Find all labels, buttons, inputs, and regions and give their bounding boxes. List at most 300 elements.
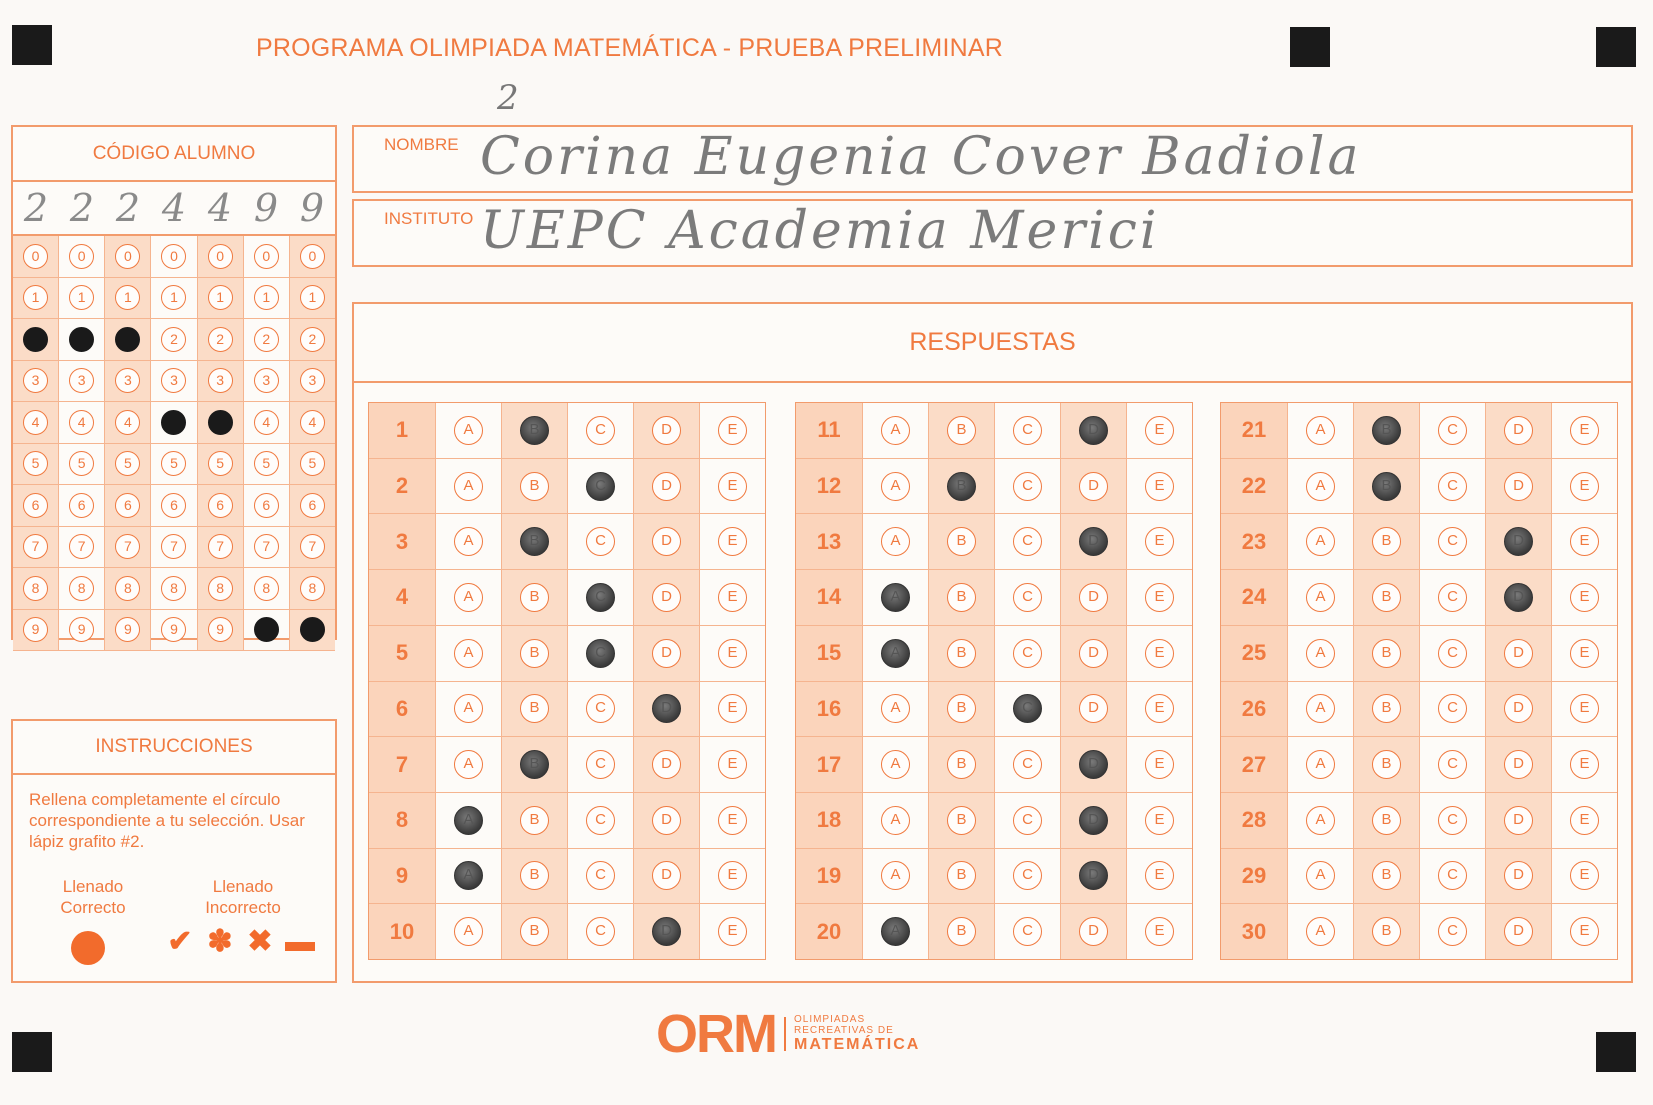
answer-option-cell [634,682,700,737]
code-bubble[interactable]: 7 [254,534,279,559]
code-bubble[interactable] [23,327,48,352]
answer-option-cell [568,570,634,625]
code-bubble[interactable]: 2 [161,327,186,352]
answer-bubble-d[interactable]: D [1504,472,1533,501]
answer-bubble-d[interactable]: D [1504,694,1533,723]
code-bubble[interactable]: 4 [300,410,325,435]
answer-option-cell [568,849,634,904]
code-cell [198,568,243,610]
answer-bubble-c[interactable]: C [1438,472,1467,501]
answer-bubble-d[interactable]: D [652,583,681,612]
logo-mark: ORM [656,1004,776,1064]
code-bubble[interactable]: 5 [254,451,279,476]
answer-bubble-a[interactable]: A [454,472,483,501]
answer-bubble-b[interactable]: B [1372,917,1401,946]
answer-bubble-e[interactable]: E [1145,527,1174,556]
answer-bubble-b[interactable]: B [520,750,549,779]
answer-option-cell [995,793,1061,848]
answer-bubble-a[interactable]: A [454,527,483,556]
code-cell [151,361,196,403]
answer-bubble-e[interactable]: E [1570,750,1599,779]
code-cell [59,610,104,652]
answer-bubble-c[interactable]: C [1013,583,1042,612]
answer-bubble-e[interactable]: E [1570,917,1599,946]
code-bubble[interactable] [161,410,186,435]
code-bubble[interactable]: 6 [254,493,279,518]
answer-bubble-e[interactable]: E [718,527,747,556]
answer-bubble-a[interactable]: A [1306,472,1335,501]
answer-option-cell [1288,793,1354,848]
answer-bubble-d[interactable]: D [652,750,681,779]
answer-bubble-c[interactable]: C [1438,416,1467,445]
answer-option-cell [1420,737,1486,792]
answer-bubble-d[interactable]: D [1079,472,1108,501]
scribble-fill-icon: ▬ [285,925,315,958]
answer-bubble-b[interactable]: B [1372,861,1401,890]
answer-option-cell [1354,459,1420,514]
question-row [369,459,765,515]
answer-bubble-a[interactable]: A [1306,917,1335,946]
question-number: 30 [1221,904,1288,959]
logo-line3: MATEMÁTICA [793,1036,921,1053]
answer-bubble-b[interactable]: B [520,861,549,890]
name-field[interactable] [352,125,1633,193]
answer-bubble-c[interactable]: C [1013,694,1042,723]
question-number: 16 [796,682,863,737]
code-bubble[interactable]: 2 [254,327,279,352]
answer-option-cell [863,570,929,625]
answer-bubble-d[interactable]: D [1079,639,1108,668]
answer-bubble-b[interactable]: B [1372,583,1401,612]
answer-option-cell [1061,793,1127,848]
answer-bubble-e[interactable]: E [718,472,747,501]
code-bubble[interactable]: 8 [23,576,48,601]
answer-bubble-d[interactable]: D [652,416,681,445]
answer-bubble-c[interactable]: C [1438,694,1467,723]
answer-bubble-e[interactable]: E [718,694,747,723]
code-bubble[interactable]: 5 [69,451,94,476]
answer-bubble-b[interactable]: B [1372,750,1401,779]
answer-bubble-c[interactable]: C [1013,472,1042,501]
code-bubble[interactable]: 9 [69,617,94,642]
answer-bubble-a[interactable]: A [1306,750,1335,779]
answer-option-cell [1486,904,1552,959]
question-number: 2 [369,459,436,514]
answer-option-cell [863,459,929,514]
answer-option-cell [1486,459,1552,514]
code-bubble[interactable]: 4 [23,410,48,435]
answer-bubble-d[interactable]: D [1504,806,1533,835]
answer-bubble-e[interactable]: E [718,583,747,612]
answer-bubble-b[interactable]: B [947,861,976,890]
answer-bubble-b[interactable]: B [520,416,549,445]
answer-bubble-b[interactable]: B [947,472,976,501]
answer-bubble-c[interactable]: C [1438,750,1467,779]
answer-bubble-d[interactable]: D [1079,416,1108,445]
answer-bubble-c[interactable]: C [1013,917,1042,946]
code-bubble[interactable]: 1 [300,285,325,310]
code-bubble[interactable] [69,327,94,352]
answer-bubble-d[interactable]: D [1504,639,1533,668]
code-bubble[interactable]: 7 [300,534,325,559]
code-bubble[interactable]: 7 [115,534,140,559]
answer-bubble-a[interactable]: A [1306,527,1335,556]
answer-bubble-b[interactable]: B [947,527,976,556]
answer-bubble-c[interactable]: C [586,639,615,668]
question-row [369,570,765,626]
answer-bubble-d[interactable]: D [1079,694,1108,723]
answer-bubble-c[interactable]: C [586,527,615,556]
answer-bubble-c[interactable]: C [586,694,615,723]
answer-bubble-e[interactable]: E [1570,806,1599,835]
code-cell [244,527,289,569]
answer-bubble-b[interactable]: B [520,639,549,668]
answer-option-cell [700,570,765,625]
answers-heading: RESPUESTAS [354,304,1631,383]
answer-bubble-d[interactable]: D [1504,917,1533,946]
answer-bubble-b[interactable]: B [520,527,549,556]
code-bubble[interactable]: 6 [161,493,186,518]
answer-bubble-b[interactable]: B [947,694,976,723]
code-bubble[interactable]: 0 [300,244,325,269]
answer-bubble-c[interactable]: C [586,917,615,946]
answer-bubble-b[interactable]: B [947,639,976,668]
answer-bubble-a[interactable]: A [881,861,910,890]
code-cell [13,236,58,278]
answer-option-cell [436,459,502,514]
question-row [796,904,1192,959]
answer-bubble-a[interactable]: A [881,694,910,723]
code-bubble[interactable]: 6 [23,493,48,518]
code-bubble[interactable]: 6 [300,493,325,518]
code-bubble[interactable]: 9 [115,617,140,642]
code-bubble[interactable]: 5 [115,451,140,476]
answer-bubble-d[interactable]: D [1079,583,1108,612]
answer-bubble-c[interactable]: C [586,472,615,501]
answer-bubble-b[interactable]: B [520,472,549,501]
question-row [369,682,765,738]
answer-bubble-e[interactable]: E [1570,861,1599,890]
code-bubble[interactable]: 7 [23,534,48,559]
answer-bubble-e[interactable]: E [1570,472,1599,501]
answer-bubble-e[interactable]: E [718,806,747,835]
answer-option-cell [568,793,634,848]
code-bubble[interactable]: 3 [23,368,48,393]
answer-bubble-b[interactable]: B [947,806,976,835]
question-row [796,570,1192,626]
question-row [1221,514,1617,570]
answer-bubble-b[interactable]: B [947,917,976,946]
code-bubble[interactable]: 8 [69,576,94,601]
answer-bubble-a[interactable]: A [1306,583,1335,612]
answer-bubble-c[interactable]: C [1438,583,1467,612]
answer-bubble-a[interactable]: A [881,583,910,612]
code-cell [13,485,58,527]
answer-bubble-a[interactable]: A [881,750,910,779]
code-cell [13,402,58,444]
code-bubble[interactable]: 1 [161,285,186,310]
answer-bubble-a[interactable]: A [1306,806,1335,835]
code-bubble[interactable]: 8 [161,576,186,601]
code-bubble[interactable]: 3 [161,368,186,393]
answer-bubble-b[interactable]: B [1372,639,1401,668]
code-cell [290,236,335,278]
answer-bubble-a[interactable]: A [454,639,483,668]
answer-bubble-d[interactable]: D [652,917,681,946]
code-bubble[interactable]: 0 [69,244,94,269]
answer-bubble-a[interactable]: A [881,416,910,445]
code-cell [59,568,104,610]
code-bubble[interactable]: 8 [300,576,325,601]
answer-bubble-e[interactable]: E [1145,806,1174,835]
answer-bubble-d[interactable]: D [652,694,681,723]
answer-bubble-e[interactable]: E [1570,416,1599,445]
student-code-bubble-grid [13,236,335,651]
code-bubble[interactable]: 9 [23,617,48,642]
answer-bubble-e[interactable]: E [1145,639,1174,668]
answer-bubble-e[interactable]: E [718,639,747,668]
answer-bubble-e[interactable]: E [1145,416,1174,445]
code-bubble[interactable]: 4 [69,410,94,435]
question-row [1221,682,1617,738]
answer-bubble-b[interactable]: B [520,694,549,723]
code-bubble[interactable]: 3 [69,368,94,393]
answer-bubble-e[interactable]: E [1570,639,1599,668]
answer-bubble-a[interactable]: A [454,917,483,946]
answer-bubble-c[interactable]: C [1438,861,1467,890]
code-bubble[interactable]: 5 [23,451,48,476]
code-bubble[interactable]: 1 [23,285,48,310]
written-code-digit: 2 [69,186,95,230]
answer-bubble-e[interactable]: E [1145,861,1174,890]
answer-bubble-a[interactable]: A [1306,694,1335,723]
code-bubble[interactable]: 1 [254,285,279,310]
code-bubble[interactable]: 6 [69,493,94,518]
answer-option-cell [634,459,700,514]
answer-bubble-d[interactable]: D [1079,861,1108,890]
question-row [369,626,765,682]
code-bubble[interactable]: 8 [208,576,233,601]
answer-bubble-c[interactable]: C [1438,806,1467,835]
code-bubble[interactable]: 7 [161,534,186,559]
answer-bubble-a[interactable]: A [454,861,483,890]
answer-option-cell [568,737,634,792]
answer-option-cell [1486,570,1552,625]
code-bubble[interactable]: 5 [300,451,325,476]
answer-bubble-c[interactable]: C [1013,416,1042,445]
answer-bubble-e[interactable]: E [1145,583,1174,612]
answer-bubble-a[interactable]: A [454,694,483,723]
code-bubble[interactable]: 2 [208,327,233,352]
code-cell [59,278,104,320]
answer-option-cell [1354,849,1420,904]
code-bubble[interactable]: 3 [208,368,233,393]
answer-bubble-a[interactable]: A [1306,416,1335,445]
answer-bubble-c[interactable]: C [1013,806,1042,835]
code-bubble[interactable]: 8 [254,576,279,601]
answer-bubble-d[interactable]: D [652,806,681,835]
code-cell [151,527,196,569]
code-cell [151,402,196,444]
code-bubble[interactable] [300,617,325,642]
answer-option-cell [1061,849,1127,904]
answer-option-cell [863,793,929,848]
answer-bubble-a[interactable]: A [1306,639,1335,668]
answer-bubble-e[interactable]: E [718,861,747,890]
answer-bubble-e[interactable]: E [1145,472,1174,501]
code-cell [105,236,150,278]
code-bubble[interactable]: 6 [208,493,233,518]
answer-bubble-c[interactable]: C [1013,861,1042,890]
code-cell [244,485,289,527]
code-bubble[interactable]: 1 [69,285,94,310]
code-bubble[interactable] [254,617,279,642]
answer-bubble-c[interactable]: C [586,416,615,445]
answer-option-cell [1420,570,1486,625]
question-row [369,904,765,959]
question-number: 17 [796,737,863,792]
answer-option-cell [1486,682,1552,737]
question-row [369,793,765,849]
code-cell [13,319,58,361]
answer-bubble-e[interactable]: E [1145,694,1174,723]
answer-bubble-e[interactable]: E [718,750,747,779]
code-bubble[interactable]: 7 [69,534,94,559]
answer-bubble-b[interactable]: B [520,806,549,835]
code-bubble[interactable]: 9 [161,617,186,642]
correct-fill-label-line2: Correcto [60,898,126,917]
code-bubble[interactable]: 1 [208,285,233,310]
answer-bubble-c[interactable]: C [586,861,615,890]
code-bubble[interactable]: 3 [115,368,140,393]
answer-bubble-d[interactable]: D [1079,750,1108,779]
page-title: PROGRAMA OLIMPIADA MATEMÁTICA - PRUEBA PRELIMINAR [256,34,1003,62]
instructions-heading: INSTRUCCIONES [13,721,335,775]
answer-bubble-c[interactable]: C [586,583,615,612]
answer-bubble-a[interactable]: A [881,639,910,668]
question-number: 25 [1221,626,1288,681]
answer-bubble-d[interactable]: D [1079,917,1108,946]
answer-bubble-b[interactable]: B [520,583,549,612]
answer-bubble-d[interactable]: D [1504,750,1533,779]
answer-bubble-c[interactable]: C [1438,527,1467,556]
answer-bubble-d[interactable]: D [652,861,681,890]
answer-bubble-a[interactable]: A [881,472,910,501]
answer-option-cell [1552,682,1617,737]
question-row [1221,849,1617,905]
answer-option-cell [502,570,568,625]
answer-bubble-a[interactable]: A [881,806,910,835]
answer-bubble-c[interactable]: C [1013,527,1042,556]
answer-bubble-c[interactable]: C [586,806,615,835]
answer-bubble-d[interactable]: D [1079,806,1108,835]
question-row [796,514,1192,570]
code-bubble[interactable]: 3 [300,368,325,393]
answer-bubble-e[interactable]: E [1570,694,1599,723]
answer-bubble-c[interactable]: C [586,750,615,779]
answer-bubble-b[interactable]: B [947,750,976,779]
code-bubble[interactable]: 1 [115,285,140,310]
answer-bubble-b[interactable]: B [1372,694,1401,723]
written-code-digit: 2 [115,186,141,230]
answer-option-cell [863,682,929,737]
answer-option-cell [995,849,1061,904]
code-bubble[interactable] [208,410,233,435]
answer-bubble-d[interactable]: D [652,472,681,501]
answer-bubble-c[interactable]: C [1013,750,1042,779]
answer-bubble-a[interactable]: A [454,806,483,835]
answer-bubble-b[interactable]: B [520,917,549,946]
answer-bubble-d[interactable]: D [1504,583,1533,612]
answer-bubble-d[interactable]: D [1504,527,1533,556]
answer-bubble-d[interactable]: D [1504,861,1533,890]
instructions-panel [11,719,337,983]
question-row [796,793,1192,849]
answer-bubble-e[interactable]: E [1145,750,1174,779]
answer-bubble-e[interactable]: E [718,917,747,946]
code-bubble[interactable]: 0 [254,244,279,269]
code-bubble[interactable]: 0 [23,244,48,269]
answer-bubble-d[interactable]: D [1504,416,1533,445]
institute-field[interactable] [352,199,1633,267]
code-bubble[interactable]: 3 [254,368,279,393]
code-bubble[interactable]: 0 [115,244,140,269]
answer-bubble-c[interactable]: C [1438,639,1467,668]
answer-bubble-a[interactable]: A [454,583,483,612]
answer-bubble-b[interactable]: B [1372,527,1401,556]
code-bubble[interactable]: 5 [161,451,186,476]
answer-bubble-a[interactable]: A [454,416,483,445]
answer-bubble-b[interactable]: B [947,583,976,612]
answer-option-cell [863,626,929,681]
answer-bubble-c[interactable]: C [1438,917,1467,946]
code-column [151,236,197,651]
code-bubble[interactable]: 4 [254,410,279,435]
answer-bubble-d[interactable]: D [652,527,681,556]
question-number: 14 [796,570,863,625]
answer-option-cell [634,570,700,625]
code-bubble[interactable]: 7 [208,534,233,559]
answer-bubble-e[interactable]: E [1570,583,1599,612]
question-row [369,849,765,905]
code-bubble[interactable]: 0 [208,244,233,269]
answer-bubble-a[interactable]: A [881,527,910,556]
answer-bubble-e[interactable]: E [1145,917,1174,946]
code-bubble[interactable]: 4 [115,410,140,435]
code-bubble[interactable]: 2 [300,327,325,352]
code-cell [198,402,243,444]
answer-bubble-d[interactable]: D [1079,527,1108,556]
question-row [1221,737,1617,793]
answer-bubble-a[interactable]: A [881,917,910,946]
answer-bubble-d[interactable]: D [652,639,681,668]
answer-bubble-b[interactable]: B [947,416,976,445]
answer-bubble-e[interactable]: E [718,416,747,445]
answer-bubble-b[interactable]: B [1372,416,1401,445]
answer-bubble-b[interactable]: B [1372,472,1401,501]
answer-bubble-a[interactable]: A [454,750,483,779]
code-bubble[interactable]: 9 [208,617,233,642]
code-bubble[interactable] [115,327,140,352]
code-bubble[interactable]: 0 [161,244,186,269]
answer-bubble-c[interactable]: C [1013,639,1042,668]
answer-bubble-b[interactable]: B [1372,806,1401,835]
code-bubble[interactable]: 5 [208,451,233,476]
code-bubble[interactable]: 6 [115,493,140,518]
code-bubble[interactable]: 8 [115,576,140,601]
answer-bubble-e[interactable]: E [1570,527,1599,556]
answer-bubble-a[interactable]: A [1306,861,1335,890]
